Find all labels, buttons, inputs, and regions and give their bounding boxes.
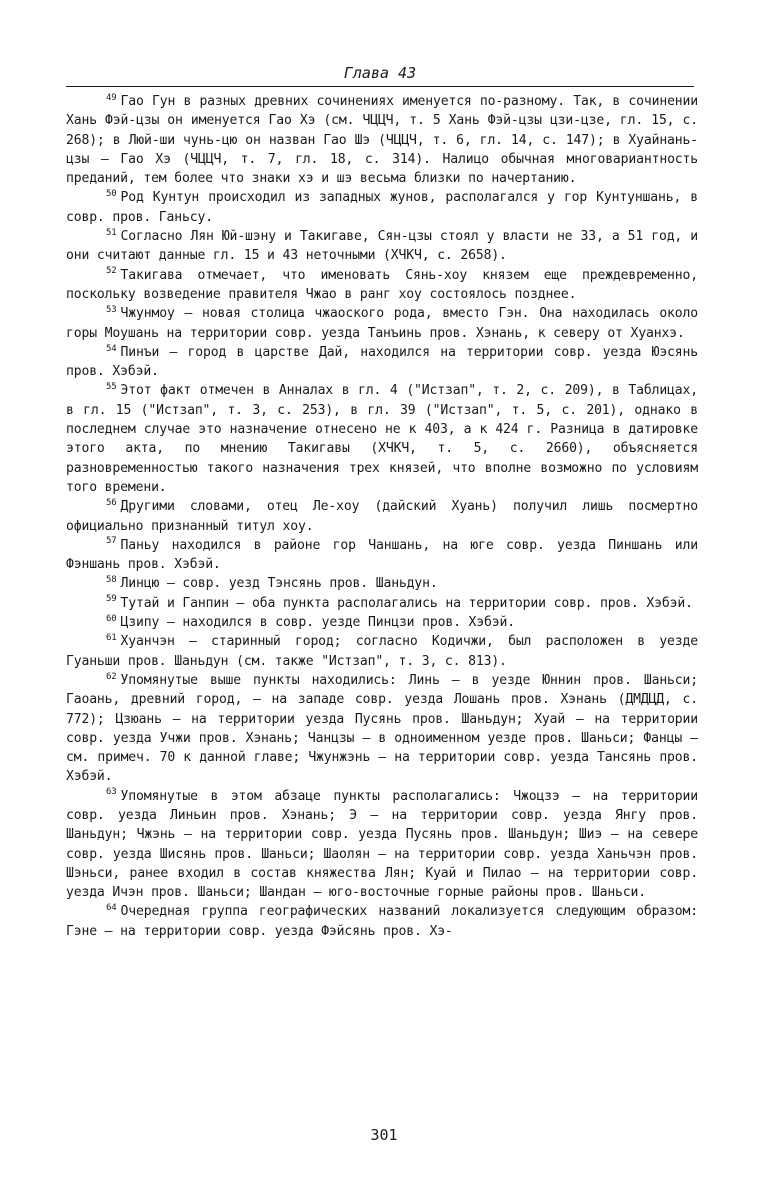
note-text: Согласно Лян Юй-шэну и Такигаве, Сян-цзы стоял у власти не 33, а 51 год, и они считают данные гл. 15 и 43 неточными (ХЧКЧ, с. 2658).: [66, 229, 698, 264]
note-number: 62: [106, 671, 117, 682]
endnote: [66, 381, 698, 497]
note-text: Линцю — совр. уезд Тэнсянь пров. Шаньдун.: [120, 576, 438, 592]
endnote: [66, 92, 698, 188]
note-text: Чжунмоу — новая столица чжаоского рода, вместо Гэн. Она находилась около горы Моушань на территории совр. уезда Танъинь пров. Хэнань, к северу от Хуанхэ.: [66, 306, 698, 341]
endnote: [66, 227, 698, 266]
endnote: [66, 594, 698, 613]
endnote: [66, 613, 698, 632]
endnote: [66, 902, 698, 941]
note-number: 56: [106, 497, 117, 508]
page-number: 301: [370, 1126, 398, 1144]
note-text: Пинъи — город в царстве Дай, находился на территории совр. уезда Юэсянь пров. Хэбэй.: [66, 344, 698, 380]
note-text: Цзипу — находился в совр. уезде Пинцзи пров. Хэбэй.: [120, 615, 515, 631]
endnote: [66, 497, 698, 536]
note-text: Другими словами, отец Ле-хоу (дайский Хуань) получил лишь посмертно официально признанный титул хоу.: [66, 499, 698, 534]
note-number: 61: [106, 632, 117, 643]
note-text: Род Кунтун происходил из западных жунов, располагался у гор Кунтуншань, в совр. пров. Ганьсу.: [66, 190, 698, 225]
note-text: Тутай и Ганпин — оба пункта располагались на территории совр. пров. Хэбэй.: [120, 595, 693, 611]
endnote: [66, 266, 698, 305]
running-title: Глава 43: [343, 64, 417, 82]
note-text: Паньу находился в районе гор Чаншань, на юге совр. уезда Пиншань или Фэншань пров. Хэбэй.: [66, 537, 698, 573]
header-rule: [66, 86, 694, 87]
note-number: 57: [106, 536, 117, 547]
endnote: [66, 632, 698, 671]
note-text: Этот факт отмечен в Анналах в гл. 4 ("Истзап", т. 2, с. 209), в Таблицах, в гл. 15 ("Истзап", т. 3, с. 253), в гл. 39 ("Истзап", т. 5, с. 201), однако в последнем случае это назначение отнесено не к 403, а к 424 г. Разница в датировке этого акта, по мнению Такигавы (ХЧКЧ, т. 5, с. 2660), объясняется разновременностью такого назначения трех князей, что вполне возможно по условиям того времени.: [66, 383, 698, 495]
note-text: Такигава отмечает, что именовать Сянь-хоу князем еще преждевременно, поскольку возведение правителя Чжао в ранг хоу состоялось позднее.: [66, 267, 698, 302]
endnote: [66, 787, 698, 903]
note-number: 50: [106, 189, 117, 200]
note-text: Упомянутые в этом абзаце пункты располагались: Чжоцзэ — на территории совр. уезда Линьин пров. Хэнань; Э — на территории совр. уезда Янгу пров. Шаньдун; Чжэнь — на территории совр. уезда Пусянь пров. Шаньдун; Шиэ — на севере совр. уезда Шисянь пров. Шаньси; Шаолян — на территории совр. уезда Ханьчэн пров. Шэньси, ранее входил в состав княжества Лян; Куай и Пилао — на территории совр. уезда Ичэн пров. Шаньси; Шандан — юго-восточные горные районы пров. Шаньси.: [66, 788, 698, 901]
note-number: 63: [106, 787, 117, 798]
note-number: 52: [106, 266, 117, 277]
note-number: 59: [106, 594, 117, 605]
endnote: [66, 671, 698, 787]
note-text: Очередная группа географических названий локализуется следующим образом: Гэне — на территории совр. уезда Фэйсянь пров. Хэ-: [66, 904, 698, 939]
endnote: [66, 343, 698, 382]
note-text: Гао Гун в разных древних сочинениях именуется по-разному. Так, в сочинении Хань Фэй-цзы он именуется Гао Хэ (см. ЧЦЦЧ, т. 5 Хань Фэй-цзы цзи-цзе, гл. 15, с. 268); в Люй-ши чунь-цю он назван Гао Шэ (ЧЦЦЧ, т. 6, гл. 14, с. 147); в Хуайнань-цзы — Гао Хэ (ЧЦЦЧ, т. 7, гл. 18, с. 314). Налицо обычная многовариантность преданий, тем более что знаки хэ и шэ весьма близки по начертанию.: [66, 94, 698, 187]
endnote: [66, 574, 698, 593]
note-text: Упомянутые выше пункты находились: Линь — в уезде Юннин пров. Шаньси; Гаоань, древний город, — на западе совр. уезда Лошань пров. Хэнань (ДМДЦД, с. 772); Цзюань — на территории уезда Пусянь пров. Шаньдун; Хуай — на территории совр. уезда Учжи пров. Хэнань; Чанцзы — в одноименном уезде пров. Шаньси; Фанцы — см. примеч. 70 к данной главе; Чжунжэнь — на территории совр. уезда Тансянь пров. Хэбэй.: [66, 672, 698, 785]
endnote: [66, 304, 698, 343]
note-number: 51: [106, 227, 117, 238]
note-number: 54: [106, 343, 117, 354]
note-number: 60: [106, 613, 117, 624]
note-number: 64: [106, 903, 117, 914]
note-text: Хуанчэн — старинный город; согласно Кодичжи, был расположен в уезде Гуаньши пров. Шаньдун (см. также "Истзап", т. 3, с. 813).: [66, 634, 698, 669]
note-number: 53: [106, 304, 117, 315]
note-number: 55: [106, 382, 117, 393]
note-number: 49: [106, 92, 117, 103]
endnote: [66, 188, 698, 227]
note-number: 58: [106, 575, 117, 586]
endnotes: [66, 92, 698, 941]
endnote: [66, 536, 698, 575]
